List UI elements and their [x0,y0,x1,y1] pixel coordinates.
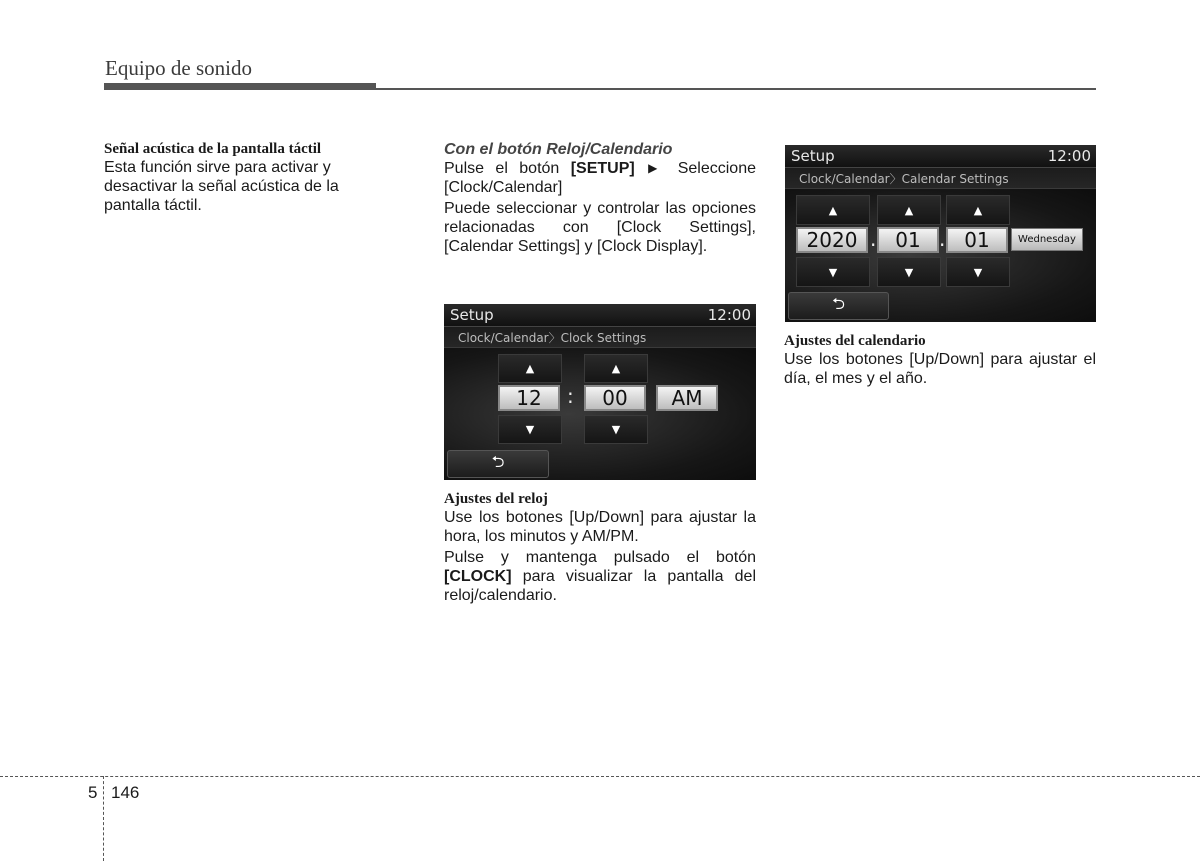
minute-up-button[interactable]: ▲ [584,354,648,383]
back-arrow-icon: ⮌ [491,451,505,471]
setup-text-post: Seleccione [Clock/Calendar] [444,160,756,196]
left-column [104,140,364,215]
day-down-button[interactable]: ▼ [946,257,1010,287]
weekday-display: Wednesday [1011,228,1083,251]
month-field: 01 [877,227,939,253]
screen-breadcrumb [444,327,756,348]
screen-time: 12:00 [707,306,751,324]
hour-up-button[interactable]: ▲ [498,354,562,383]
clock-settings-body: Use los botones [Up/Down] para ajustar la hora, los minutos y AM/PM. [444,509,756,545]
time-separator: : [567,384,574,408]
minute-down-button[interactable]: ▼ [584,415,648,444]
setup-key: [SETUP] [570,160,635,177]
calendar-settings-screen [785,145,1096,322]
breadcrumb-text: Clock/Calendar〉Clock Settings [458,331,647,345]
calendar-settings-heading: Ajustes del calendario [784,333,926,349]
screen-breadcrumb [785,168,1096,189]
page-number: 146 [111,783,140,802]
chapter-number: 5 [88,783,98,802]
clock-settings-heading: Ajustes del reloj [444,491,548,507]
month-up-button[interactable]: ▲ [877,195,941,225]
clock-key: [CLOCK] [444,568,512,585]
clock-hold-pre: Pulse y mantenga pulsado el botón [444,549,756,566]
clock-hold-post: para visualizar la pantalla del reloj/calendario. [444,568,756,604]
back-arrow-icon: ⮌ [832,293,845,313]
screen-title: Setup [791,147,835,165]
clock-settings-screen [444,304,756,480]
footer-divider [103,776,104,861]
day-up-button[interactable]: ▲ [946,195,1010,225]
touch-beep-body: Esta función sirve para activar y desactivar la señal acústica de la pantalla táctil. [104,159,339,214]
clock-button-heading: Con el botón Reloj/Calendario [444,141,673,158]
day-field: 01 [946,227,1008,253]
screen-time: 12:00 [1047,147,1091,165]
back-button[interactable] [788,292,889,320]
middle-column-caption [444,490,756,605]
setup-text-pre: Pulse el botón [444,160,571,177]
arrow-right-icon: ▶ [648,161,665,175]
minute-field: 00 [584,385,646,411]
hour-field: 12 [498,385,560,411]
section-title: Equipo de sonido [105,56,252,80]
settings-options-text: Puede seleccionar y controlar las opciones relacionadas con [Clock Settings], [Calendar Settings] y [Clock Display]. [444,200,756,255]
date-dot-1: . [870,227,877,251]
breadcrumb-text: Clock/Calendar〉Calendar Settings [799,172,1009,186]
setup-instruction [444,159,756,197]
footer-rule [0,776,1200,777]
calendar-settings-body: Use los botones [Up/Down] para ajustar el día, el mes y el año. [784,351,1096,387]
date-dot-2: . [939,227,946,251]
hour-down-button[interactable]: ▼ [498,415,562,444]
ampm-toggle[interactable]: AM [656,385,718,411]
clock-hold-instruction [444,548,756,605]
year-up-button[interactable]: ▲ [796,195,870,225]
header-rule [104,88,1096,90]
year-field: 2020 [796,227,868,253]
right-column-caption [784,332,1096,388]
month-down-button[interactable]: ▼ [877,257,941,287]
screen-title: Setup [450,306,494,324]
touch-beep-heading: Señal acústica de la pantalla táctil [104,141,322,157]
year-down-button[interactable]: ▼ [796,257,870,287]
back-button[interactable] [447,450,549,478]
middle-column-top [444,140,756,256]
